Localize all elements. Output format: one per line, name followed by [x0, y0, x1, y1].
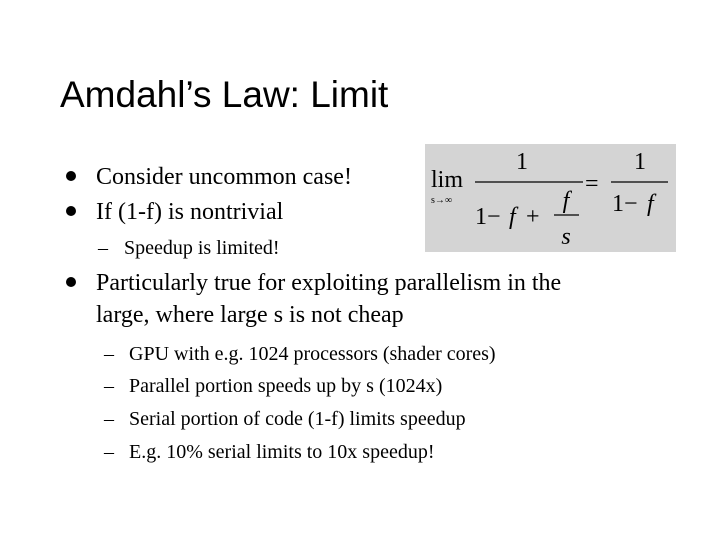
sub-bullet-dash: – [104, 408, 114, 430]
formula-rhs-numerator: 1 [634, 149, 646, 175]
formula-inner-numerator: f [562, 188, 570, 214]
sub-bullet-dash: – [104, 343, 114, 365]
sub-bullet-text: GPU with e.g. 1024 processors (shader cores) [129, 343, 496, 365]
formula-denominator-left: 1− [475, 204, 501, 230]
bullet-text: Consider uncommon case! [96, 164, 352, 190]
formula-equals: = [585, 171, 599, 197]
sub-bullet-dash: – [98, 237, 108, 259]
bullet-dot-icon [66, 171, 76, 181]
sub-bullet-dash: – [104, 441, 114, 463]
sub-bullet-dash: – [104, 375, 114, 397]
slide-title: Amdahl’s Law: Limit [60, 74, 389, 115]
formula-numerator: 1 [516, 149, 528, 175]
formula-denominator-plus: + [526, 204, 540, 230]
formula-inner-denominator: s [561, 224, 571, 250]
bullet-dot-icon [66, 277, 76, 287]
formula-lim-subscript: s→∞ [431, 195, 453, 206]
amdahl-limit-formula [425, 144, 676, 252]
sub-bullet-text: Parallel portion speeds up by s (1024x) [129, 375, 443, 397]
formula-rhs-denominator-left: 1− [612, 191, 638, 217]
formula-denominator-f: f [509, 204, 516, 230]
sub-bullet-text: Speedup is limited! [124, 237, 280, 259]
formula-lim: lim [431, 167, 464, 193]
bullet-text: If (1-f) is nontrivial [96, 199, 284, 225]
bullet-text-line-2: large, where large s is not cheap [96, 302, 404, 328]
sub-bullet-text: E.g. 10% serial limits to 10x speedup! [129, 441, 435, 463]
bullet-dot-icon [66, 206, 76, 216]
bullet-text-line-1: Particularly true for exploiting parallelism in the [96, 270, 562, 296]
sub-bullet-text: Serial portion of code (1-f) limits speedup [129, 408, 466, 430]
formula-rhs-denominator-f: f [647, 191, 654, 217]
